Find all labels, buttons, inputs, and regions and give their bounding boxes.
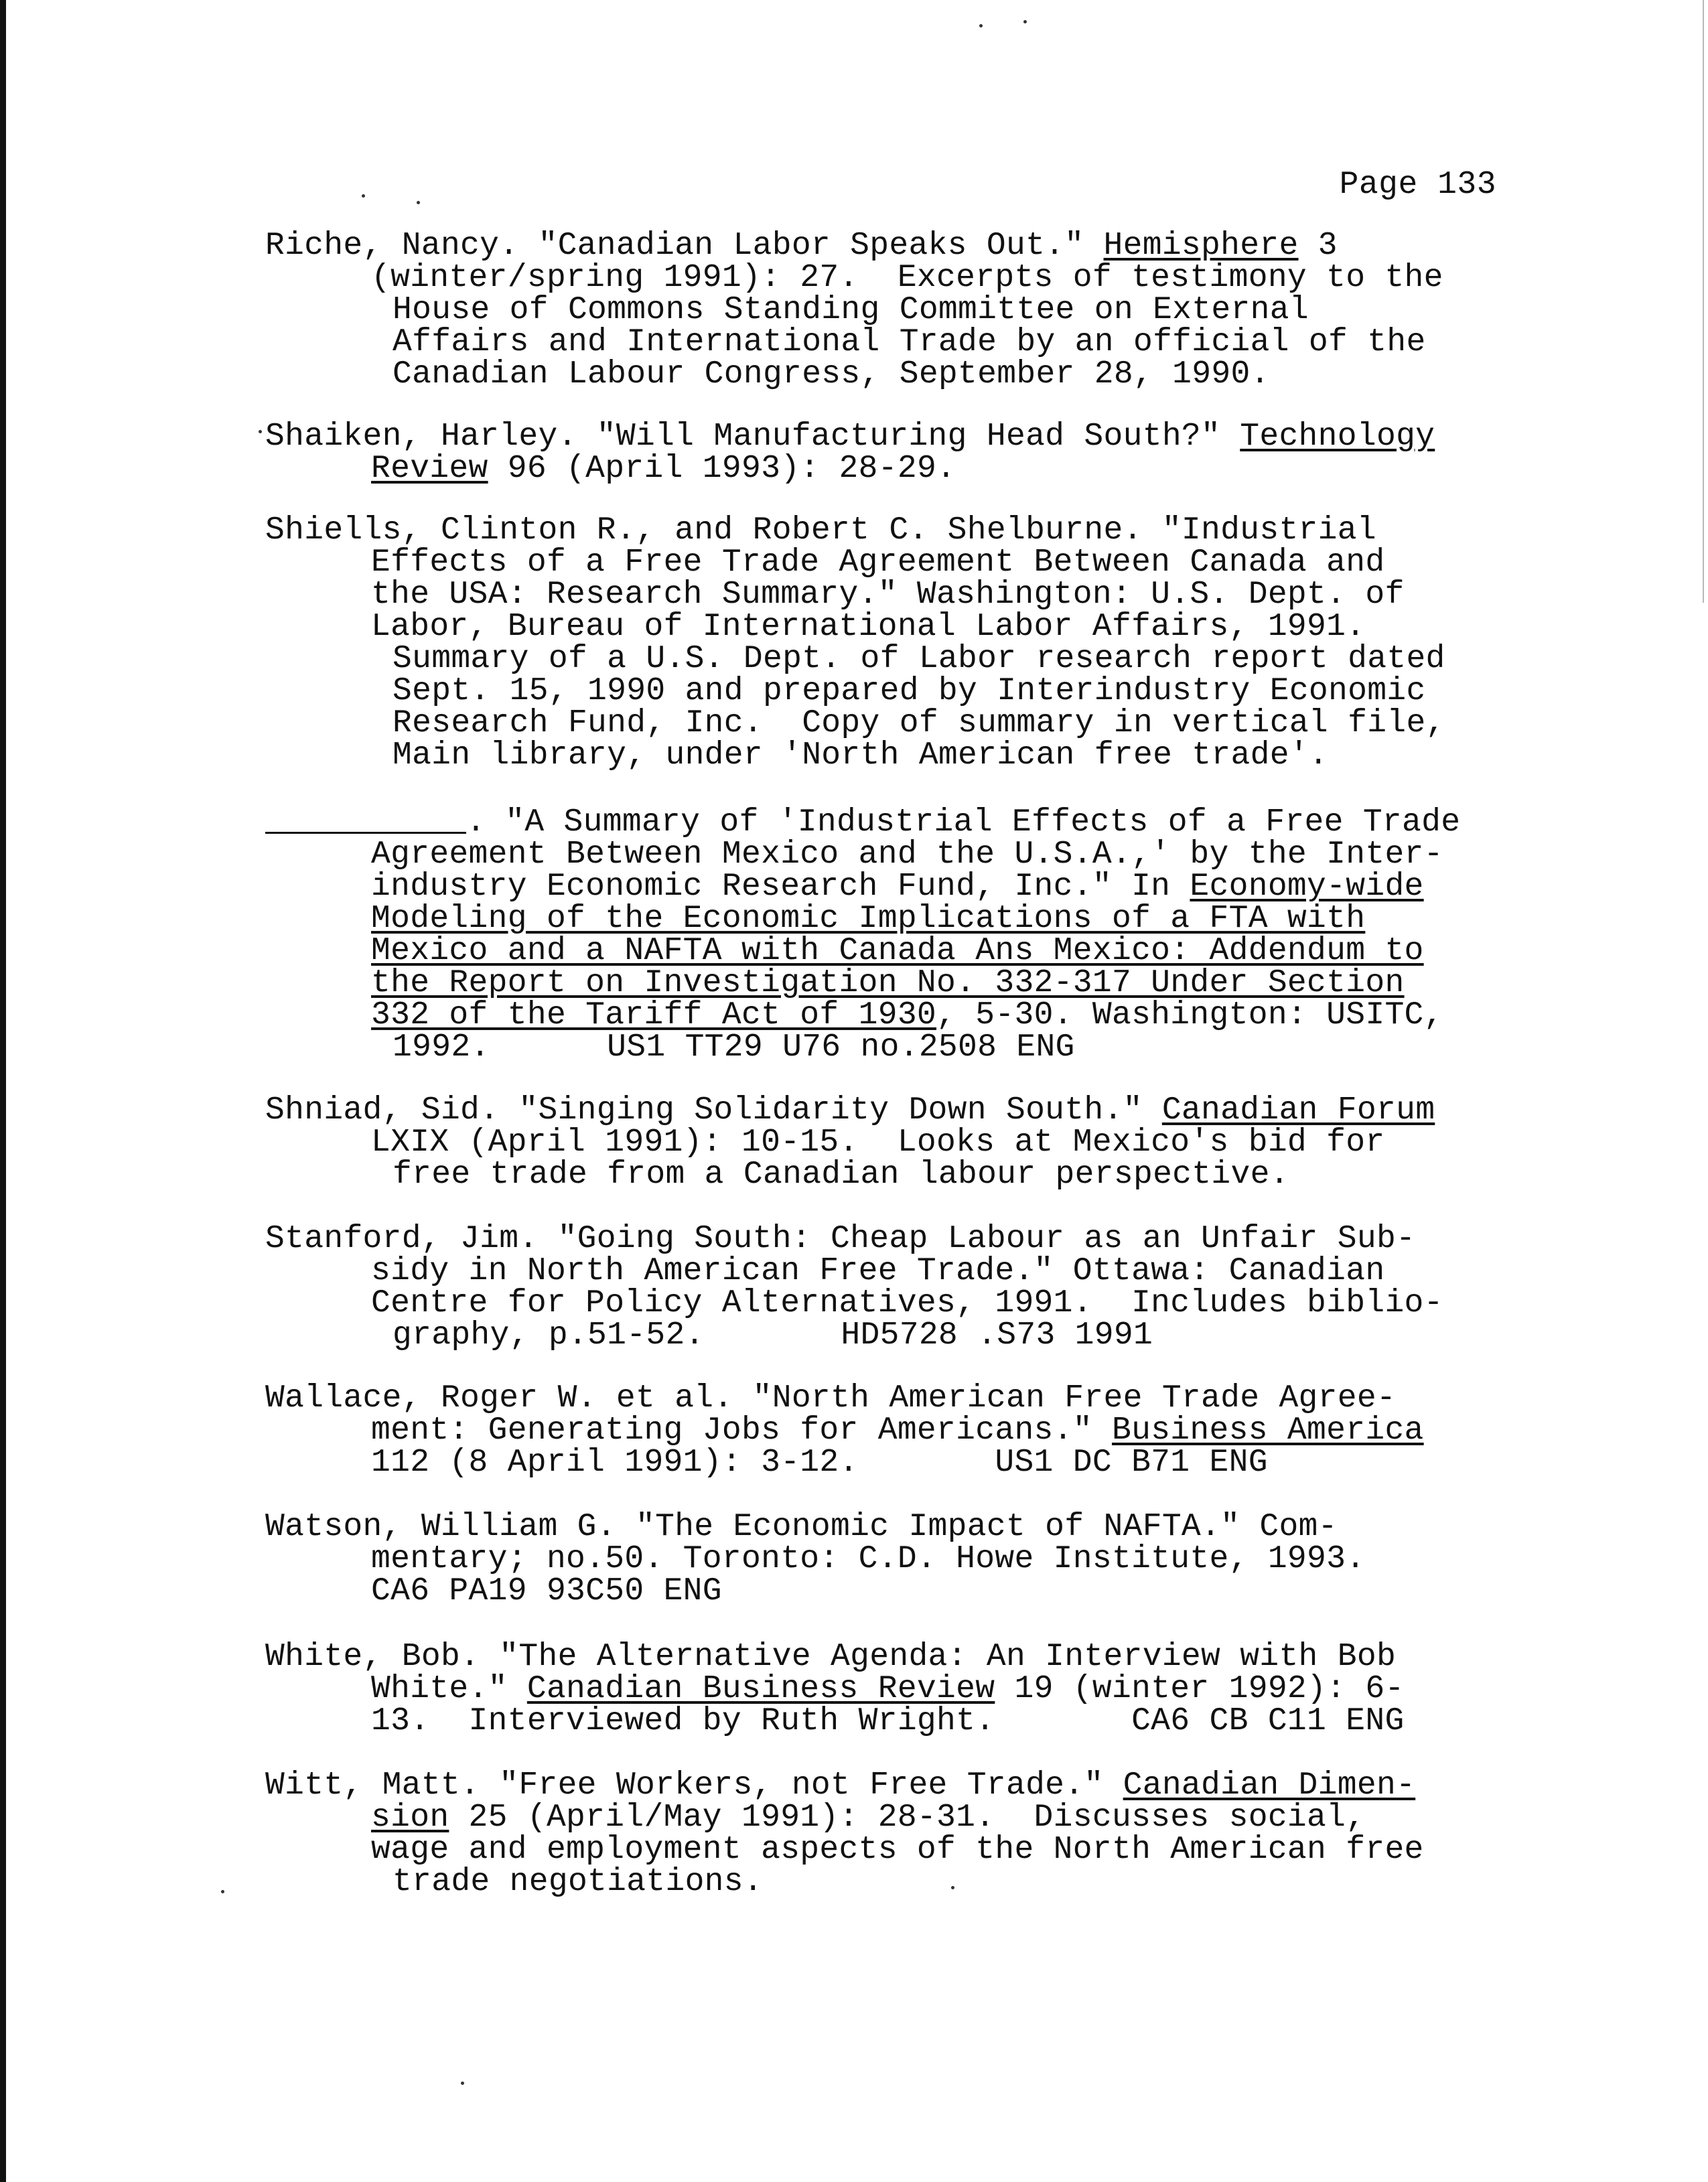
entry-line bbox=[265, 1255, 1443, 1287]
entry-text: Wallace, Roger W. et al. "North American Free Trade Agree- bbox=[265, 1380, 1397, 1416]
entry-line bbox=[265, 739, 1445, 772]
entry-text: 25 (April/May 1991): 28-31. Discusses social, bbox=[449, 1800, 1366, 1836]
entry-text: White." bbox=[371, 1671, 527, 1707]
entry-text: LXIX (April 1991): 10-15. Looks at Mexico's bid for bbox=[371, 1124, 1385, 1161]
scan-speck bbox=[417, 201, 420, 204]
scan-speck bbox=[979, 24, 983, 27]
entry-text: the USA: Research Summary." Washington: U.S. Dept. of bbox=[371, 577, 1405, 613]
publication-title: Technology bbox=[1240, 419, 1435, 455]
entry-text: 3 bbox=[1298, 228, 1338, 264]
entry-line bbox=[265, 421, 1435, 453]
entry-line bbox=[265, 1223, 1443, 1255]
publication-title: Modeling of the Economic Implications of a FTA with bbox=[371, 901, 1366, 937]
entry-text: Main library, under 'North American free trade'. bbox=[393, 737, 1329, 774]
entry-text: Watson, William G. "The Economic Impact of NAFTA." Com- bbox=[265, 1509, 1338, 1545]
entry-text: Centre for Policy Alternatives, 1991. Includes biblio- bbox=[371, 1285, 1443, 1321]
entry-line bbox=[265, 839, 1460, 871]
entry-line bbox=[265, 903, 1460, 935]
bib-entry-shiells bbox=[265, 514, 1445, 772]
scan-speck bbox=[362, 194, 365, 198]
entry-text: graphy, p.51-52. HD5728 .S73 1991 bbox=[393, 1317, 1153, 1354]
entry-text: . "A Summary of 'Industrial Effects of a Free Trade bbox=[466, 804, 1461, 841]
entry-line bbox=[265, 1414, 1424, 1447]
bib-entry-shiells-summary bbox=[265, 806, 1460, 1064]
entry-line bbox=[265, 871, 1460, 903]
bib-entry-shaiken bbox=[265, 421, 1435, 485]
entry-line bbox=[265, 453, 1435, 485]
entry-text: trade negotiations. bbox=[393, 1864, 763, 1900]
entry-line bbox=[265, 707, 1445, 739]
publication-title: Canadian Business Review bbox=[526, 1671, 995, 1707]
entry-text: Sept. 15, 1990 and prepared by Interindustry Economic bbox=[393, 673, 1426, 709]
publication-title: the Report on Investigation No. 332-317 Under Section bbox=[371, 965, 1405, 1001]
entry-text: Stanford, Jim. "Going South: Cheap Labour as an Unfair Sub- bbox=[265, 1221, 1416, 1257]
scan-speck bbox=[259, 430, 262, 433]
entry-line bbox=[265, 1031, 1460, 1064]
entry-line bbox=[265, 514, 1445, 547]
scan-left-border bbox=[0, 0, 6, 2182]
entry-line bbox=[265, 1159, 1435, 1191]
bib-entry-watson bbox=[265, 1511, 1365, 1607]
entry-line bbox=[265, 544, 1445, 581]
publication-title: Economy-wide bbox=[1190, 869, 1424, 905]
entry-line bbox=[265, 230, 1443, 262]
entry-text: mentary; no.50. Toronto: C.D. Howe Institute, 1993. bbox=[371, 1541, 1366, 1577]
entry-line bbox=[265, 1575, 1365, 1607]
entry-line bbox=[265, 1511, 1365, 1543]
entry-text: Affairs and International Trade by an official of the bbox=[393, 324, 1426, 360]
publication-title: Review bbox=[371, 451, 488, 487]
entry-line bbox=[265, 675, 1445, 707]
entry-text: Shniad, Sid. "Singing Solidarity Down South." bbox=[265, 1092, 1162, 1129]
entry-line bbox=[265, 358, 1443, 390]
entry-line bbox=[265, 806, 1460, 839]
entry-line bbox=[265, 1705, 1405, 1737]
publication-title: Business America bbox=[1111, 1412, 1424, 1449]
entry-line bbox=[265, 999, 1460, 1031]
entry-text: 1992. US1 TT29 U76 no.2508 ENG bbox=[393, 1029, 1075, 1066]
entry-line bbox=[265, 1319, 1443, 1352]
entry-line bbox=[265, 1769, 1424, 1802]
publication-title: Hemisphere bbox=[1103, 228, 1299, 264]
entry-text: Canadian Labour Congress, September 28, 1990. bbox=[393, 356, 1270, 392]
entry-text: wage and employment aspects of the North American free bbox=[371, 1832, 1424, 1868]
bib-entry-riche bbox=[265, 230, 1443, 390]
entry-text: House of Commons Standing Committee on External bbox=[393, 292, 1309, 328]
entry-text: 112 (8 April 1991): 3-12. US1 DC B71 ENG bbox=[371, 1445, 1268, 1481]
entry-line bbox=[265, 643, 1445, 675]
entry-text: White, Bob. "The Alternative Agenda: An Interview with Bob bbox=[265, 1639, 1397, 1675]
entry-text: Witt, Matt. "Free Workers, not Free Trade." bbox=[265, 1767, 1123, 1804]
entry-line bbox=[265, 326, 1443, 358]
entry-line bbox=[265, 1382, 1424, 1414]
entry-text: industry Economic Research Fund, Inc." In bbox=[371, 869, 1190, 905]
publication-title: 332 of the Tariff Act of 1930 bbox=[371, 997, 937, 1033]
scan-speck bbox=[461, 2082, 464, 2085]
entry-line bbox=[265, 967, 1460, 999]
publication-title: Canadian Dimen- bbox=[1123, 1767, 1416, 1804]
entry-line bbox=[265, 611, 1445, 643]
entry-line bbox=[265, 1641, 1405, 1673]
entry-text: Summary of a U.S. Dept. of Labor research report dated bbox=[393, 641, 1445, 677]
entry-line bbox=[265, 1673, 1405, 1705]
entry-text: Agreement Between Mexico and the U.S.A.,' by the Inter- bbox=[371, 837, 1443, 873]
entry-text: Shaiken, Harley. "Will Manufacturing Head South?" bbox=[265, 419, 1240, 455]
entry-line bbox=[265, 579, 1445, 611]
entry-text: 13. Interviewed by Ruth Wright. CA6 CB C11 ENG bbox=[371, 1703, 1405, 1739]
entry-line bbox=[265, 1126, 1435, 1159]
publication-title: sion bbox=[371, 1800, 449, 1836]
bib-entry-white bbox=[265, 1641, 1405, 1737]
page-number: Page 133 bbox=[1339, 167, 1496, 203]
entry-text: Research Fund, Inc. Copy of summary in vertical file, bbox=[393, 705, 1445, 741]
entry-line bbox=[265, 1834, 1424, 1866]
repeat-author-dash bbox=[265, 806, 466, 834]
entry-line bbox=[265, 1866, 1424, 1898]
bib-entry-wallace bbox=[265, 1382, 1424, 1479]
entry-line bbox=[265, 294, 1443, 326]
scan-speck bbox=[1023, 20, 1027, 23]
bib-entry-shniad bbox=[265, 1094, 1435, 1191]
entry-line bbox=[265, 1543, 1365, 1575]
entry-line bbox=[265, 262, 1443, 294]
entry-text: , 5-30. Washington: USITC, bbox=[936, 997, 1443, 1033]
entry-text: Effects of a Free Trade Agreement Between Canada and bbox=[371, 544, 1385, 581]
bib-entry-witt bbox=[265, 1769, 1424, 1898]
entry-text: Riche, Nancy. "Canadian Labor Speaks Out." bbox=[265, 228, 1104, 264]
entry-text: ment: Generating Jobs for Americans." bbox=[371, 1412, 1112, 1449]
entry-text: Shiells, Clinton R., and Robert C. Shelburne. "Industrial bbox=[265, 512, 1376, 549]
entry-text: (winter/spring 1991): 27. Excerpts of testimony to the bbox=[371, 260, 1443, 296]
entry-text: CA6 PA19 93C50 ENG bbox=[371, 1573, 722, 1609]
publication-title: Canadian Forum bbox=[1161, 1092, 1435, 1129]
entry-text: sidy in North American Free Trade." Ottawa: Canadian bbox=[371, 1253, 1385, 1289]
entry-text: free trade from a Canadian labour perspective. bbox=[393, 1157, 1289, 1193]
entry-line bbox=[265, 1092, 1435, 1129]
scan-right-border bbox=[1703, 0, 1704, 603]
entry-line bbox=[265, 1802, 1424, 1834]
entry-text: Labor, Bureau of International Labor Affairs, 1991. bbox=[371, 609, 1366, 645]
bib-entry-stanford bbox=[265, 1223, 1443, 1352]
publication-title: Mexico and a NAFTA with Canada Ans Mexico: Addendum to bbox=[371, 933, 1424, 969]
entry-line bbox=[265, 1447, 1424, 1479]
entry-text: 96 (April 1993): 28-29. bbox=[488, 451, 956, 487]
entry-text: 19 (winter 1992): 6- bbox=[995, 1671, 1405, 1707]
scan-speck bbox=[221, 1890, 224, 1893]
entry-line bbox=[265, 1287, 1443, 1319]
entry-line bbox=[265, 935, 1460, 967]
